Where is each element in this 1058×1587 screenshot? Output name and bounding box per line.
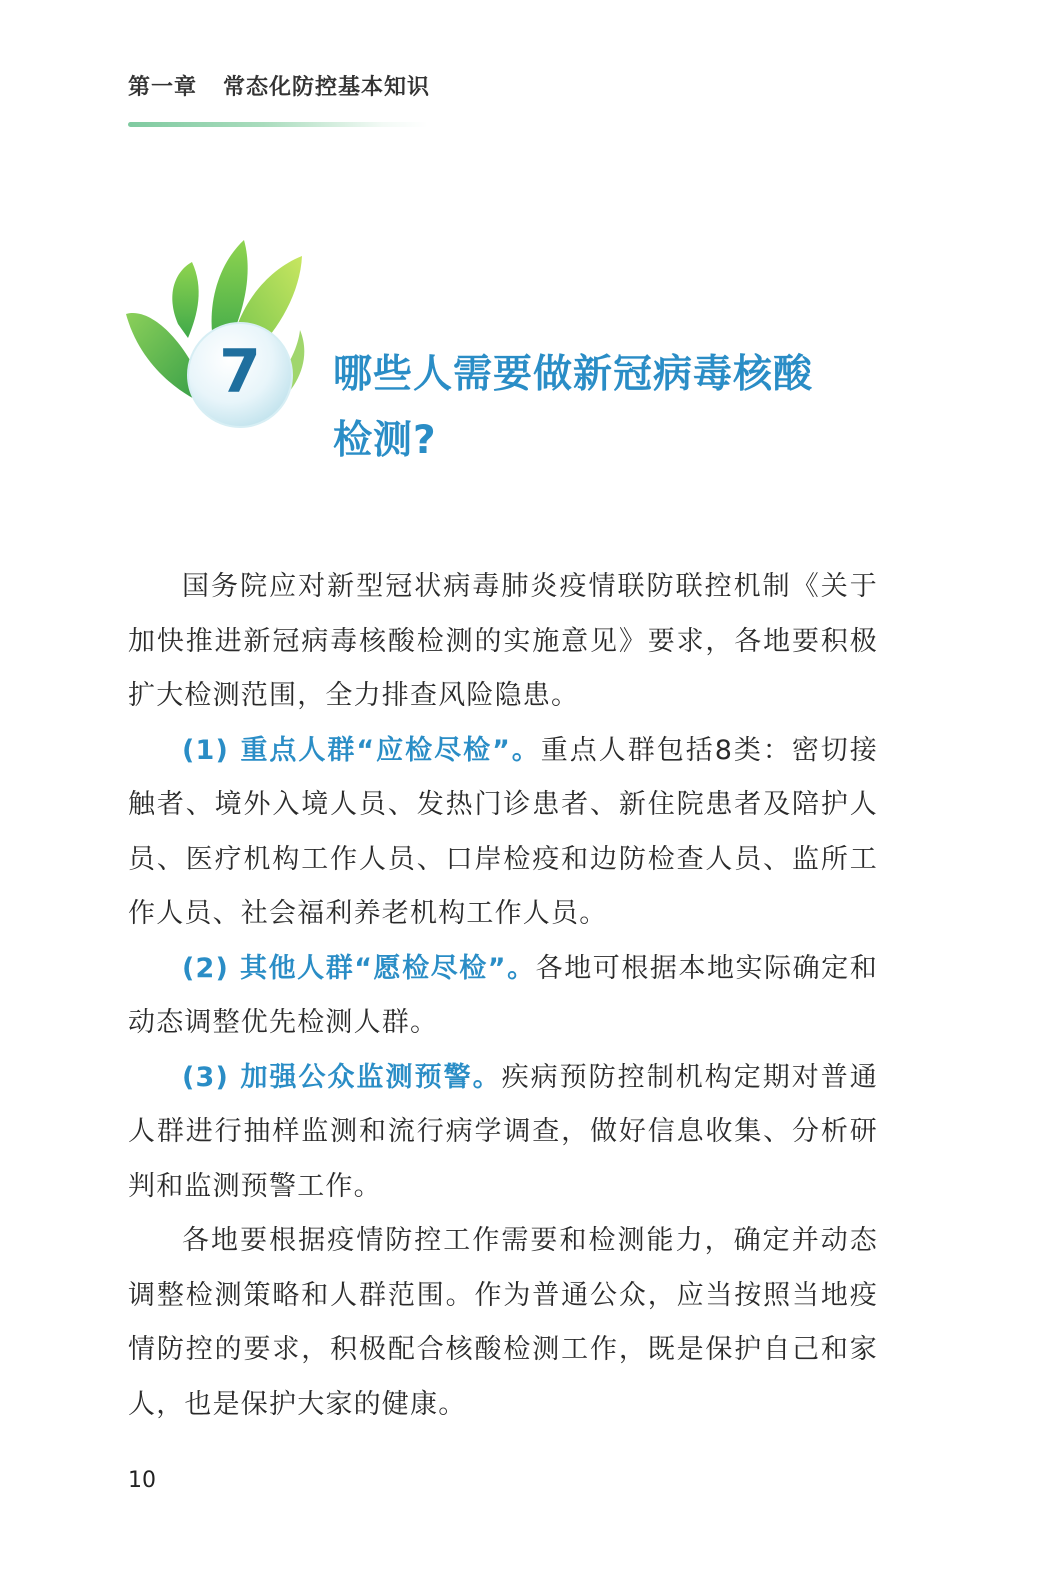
question-title-line1: 哪些人需要做新冠病毒核酸 [333, 352, 814, 397]
item-text-1: 重点人群包括8类：密切接触者、境外入境人员、发热门诊患者、新住院患者及陪护人员、医疗机构工作人员、口岸检疫和边防检查人员、监所工作人员、社会福利养老机构工作人员。 [128, 734, 878, 929]
item-paragraph-2 [128, 942, 878, 1051]
item-paragraph-3 [128, 1051, 878, 1215]
chapter-number: 第一章 [128, 75, 198, 100]
page-number: 10 [128, 1468, 156, 1493]
question-title-line2: 检测? [333, 418, 437, 463]
item-heading-3: (3) 加强公众监测预警。 [182, 1061, 502, 1093]
item-text-2: 各地可根据本地实际确定和动态调整优先检测人群。 [128, 952, 878, 1038]
item-paragraph-1 [128, 724, 878, 942]
intro-paragraph: 国务院应对新型冠状病毒肺炎疫情联防联控机制《关于加快推进新冠病毒核酸检测的实施意见》要求，各地要积极扩大检测范围，全力排查风险隐患。 [128, 571, 878, 711]
item-heading-2: (2) 其他人群“愿检尽检”。 [182, 952, 536, 984]
item-text-3: 疾病预防控制机构定期对普通人群进行抽样监测和流行病学调查，做好信息收集、分析研判和监测预警工作。 [128, 1061, 879, 1202]
header-divider [128, 122, 428, 127]
chapter-title: 常态化防控基本知识 [223, 75, 431, 100]
conclusion-paragraph: 各地要根据疫情防控工作需要和检测能力，确定并动态调整检测策略和人群范围。作为普通公众，应当按照当地疫情防控的要求，积极配合核酸检测工作，既是保护自己和家人，也是保护大家的健康。 [128, 1225, 878, 1420]
body-text [128, 560, 878, 1432]
question-title [333, 342, 893, 474]
item-heading-1: (1) 重点人群“应检尽检”。 [182, 734, 541, 766]
question-number: 7 [219, 337, 261, 407]
chapter-header [128, 70, 430, 101]
